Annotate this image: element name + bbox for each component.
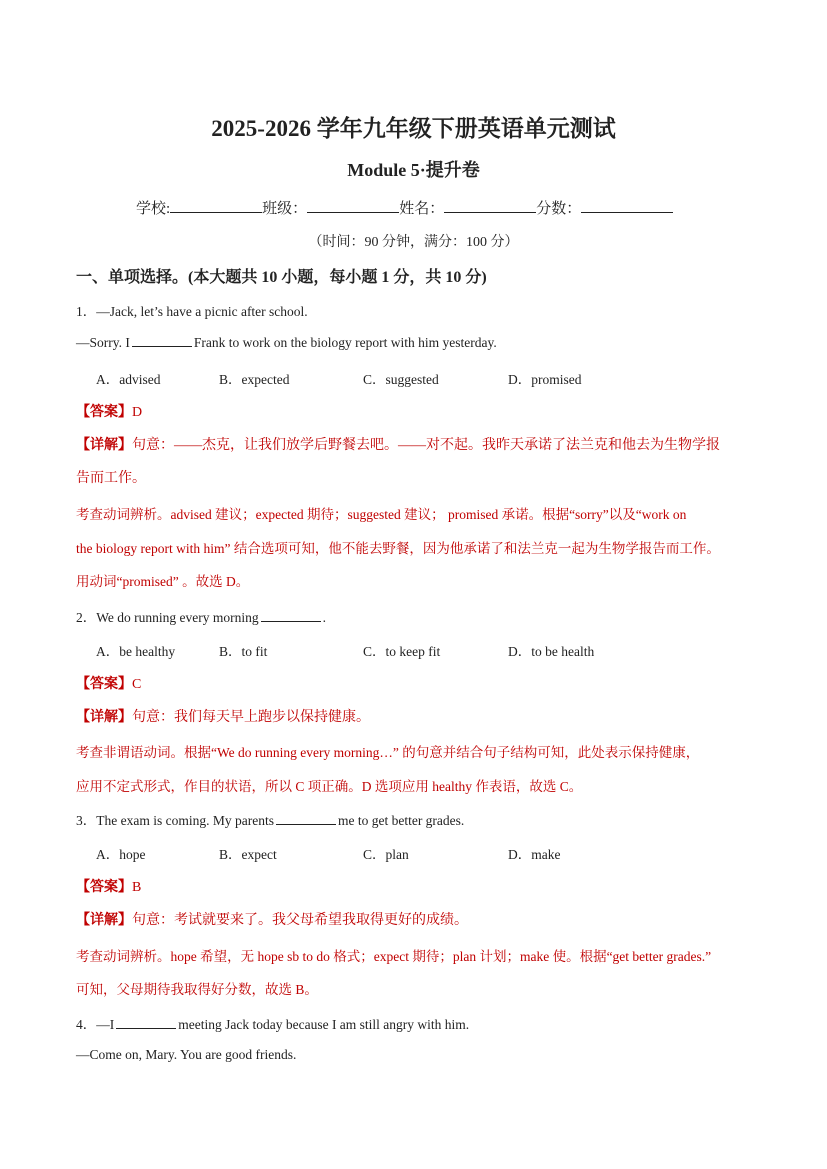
q3-explanation-1: 考查动词辨析。hope 希望，无 hope sb to do 格式；expect 期待；plan 计划；make 使。根据“get better grades.”: [76, 949, 712, 964]
q3-option-b: B．expect: [219, 847, 277, 862]
score-blank[interactable]: [581, 198, 673, 213]
q4-line1: [76, 1013, 469, 1033]
q1-option-c: C．suggested: [363, 372, 439, 387]
q1-explanation-3: 用动词“promised” 。故选 D。: [76, 574, 250, 589]
page-title: 2025-2026 学年九年级下册英语单元测试: [211, 116, 616, 141]
q3-explanation-2: 可知，父母期待我取得好分数，故选 B。: [76, 982, 318, 997]
detail-text: 句意：考试就要来了。我父母希望我取得更好的成绩。: [132, 913, 468, 928]
q4-text-post: meeting Jack today because I am still angry with him.: [178, 1017, 470, 1032]
q1-option-d: D．promised: [508, 372, 582, 387]
answer-value: D: [132, 405, 143, 420]
q3-option-a: A．hope: [96, 847, 146, 862]
q1-line1: 1．—Jack, let’s have a picnic after school.: [76, 304, 308, 319]
q3-blank: [276, 812, 336, 825]
q3-line1: [76, 809, 464, 829]
answer-tag: 【答案】: [76, 405, 132, 420]
q2-detail: [76, 706, 370, 726]
school-label: 学校:: [136, 201, 171, 217]
answer-tag: 【答案】: [76, 677, 132, 692]
q1-line2: [76, 334, 497, 351]
q3-option-d: D．make: [508, 847, 561, 862]
q3-detail: [76, 909, 468, 929]
q3-text-pre: 3．The exam is coming. My parents: [76, 813, 274, 828]
answer-tag: 【答案】: [76, 880, 132, 895]
score-label: 分数：: [536, 201, 582, 217]
class-blank[interactable]: [307, 198, 399, 213]
q4-text-pre: 4．—I: [76, 1017, 115, 1032]
detail-tag: 【详解】: [76, 710, 132, 725]
q1-explanation-1: 考查动词辨析。advised 建议；expected 期待；suggested 建议； promised 承诺。根据“sorry”以及“work on: [76, 507, 687, 522]
q2-blank: [261, 609, 321, 622]
q1-option-b: B．expected: [219, 372, 290, 387]
q1-detail-cont: 告而工作。: [76, 471, 146, 486]
q1-text-post: Frank to work on the biology report with him yesterday.: [193, 335, 497, 350]
q3-answer: [76, 876, 141, 896]
q4-line2: —Come on, Mary. You are good friends.: [76, 1047, 297, 1062]
q2-option-d: D．to be health: [508, 644, 595, 659]
q1-blank: [132, 334, 192, 347]
name-blank[interactable]: [444, 198, 536, 213]
q2-text-pre: 2．We do running every morning: [76, 610, 259, 625]
q3-option-c: C．plan: [363, 847, 409, 862]
answer-value: B: [132, 880, 142, 895]
q2-answer: [76, 673, 141, 693]
q4-blank: [116, 1016, 176, 1029]
page-subtitle: Module 5·提升卷: [347, 160, 480, 180]
time-note: （时间：90 分钟，满分：100 分）: [308, 235, 519, 250]
q2-text-post: .: [322, 610, 327, 625]
q1-explanation-2: the biology report with him” 结合选项可知，他不能去野餐，因为他承诺了和法兰克一起为生物学报告而工作。: [76, 541, 720, 556]
student-info-row: [136, 197, 673, 218]
q1-text-pre: —Sorry. I: [76, 335, 130, 350]
name-label: 姓名：: [399, 201, 445, 217]
detail-text: 句意：——杰克，让我们放学后野餐去吧。——对不起。我昨天承诺了法兰克和他去为生物学报: [132, 438, 720, 453]
q2-explanation-1: 考查非谓语动词。根据“We do running every morning…” 的句意并结合句子结构可知，此处表示保持健康，: [76, 745, 700, 760]
q2-line1: [76, 606, 326, 626]
q1-detail: [76, 434, 720, 454]
answer-value: C: [132, 677, 142, 692]
q1-option-a: A．advised: [96, 372, 161, 387]
detail-tag: 【详解】: [76, 438, 132, 453]
q2-option-b: B．to fit: [219, 644, 268, 659]
school-blank[interactable]: [170, 198, 262, 213]
q3-text-post: me to get better grades.: [337, 813, 465, 828]
q2-option-a: A．be healthy: [96, 644, 176, 659]
detail-tag: 【详解】: [76, 913, 132, 928]
q2-explanation-2: 应用不定式形式，作目的状语，所以 C 项正确。D 选项应用 healthy 作表语，故选 C。: [76, 779, 583, 794]
section-title: 一、单项选择。(本大题共 10 小题，每小题 1 分，共 10 分): [76, 269, 487, 286]
q2-option-c: C．to keep fit: [363, 644, 441, 659]
detail-text: 句意：我们每天早上跑步以保持健康。: [132, 710, 370, 725]
class-label: 班级：: [262, 201, 308, 217]
q1-answer: [76, 401, 142, 421]
